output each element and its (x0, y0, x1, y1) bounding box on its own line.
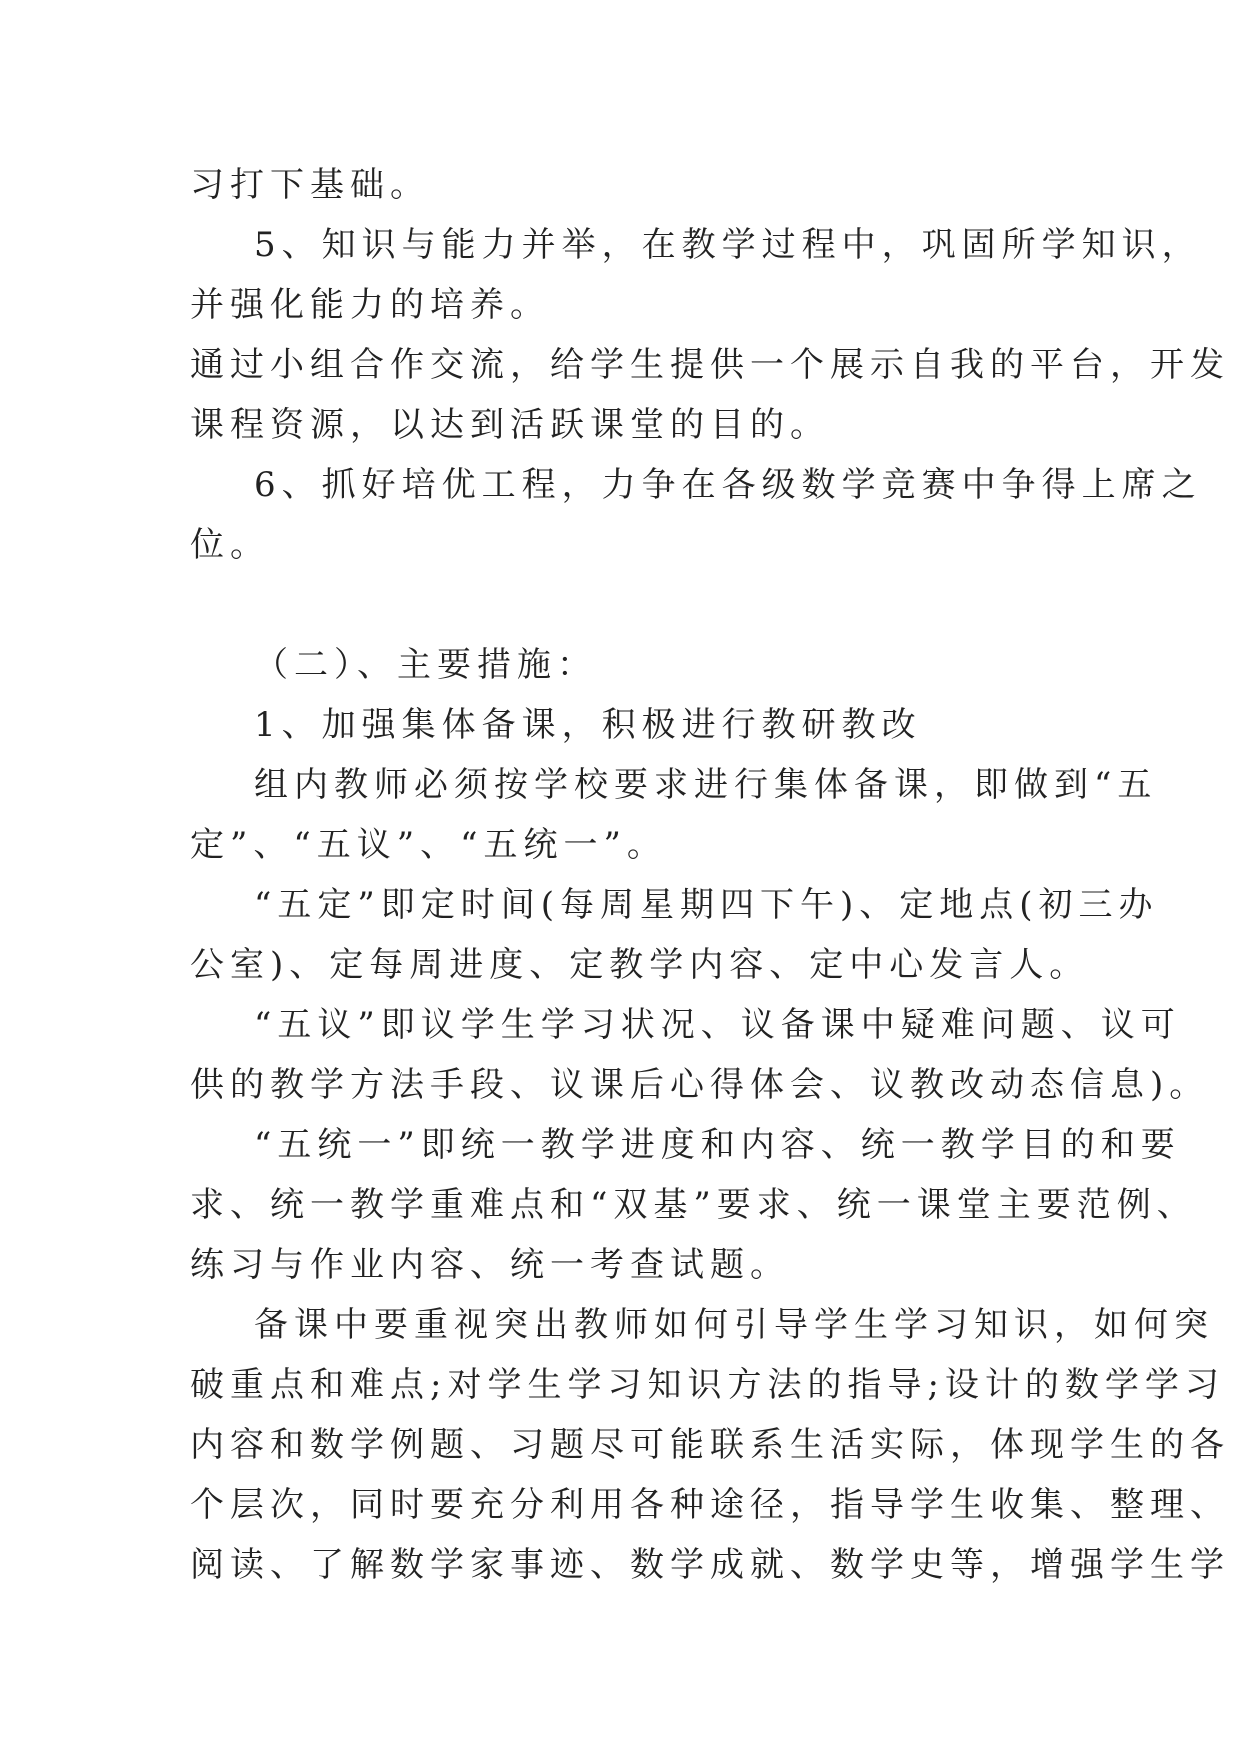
text-line: 内容和数学例题、习题尽可能联系生活实际，体现学生的各 (190, 1425, 1230, 1465)
text-line: 破重点和难点;对学生学习知识方法的指导;设计的数学学习 (190, 1365, 1225, 1405)
text-line: 通过小组合作交流，给学生提供一个展示自我的平台，开发 (190, 345, 1230, 385)
text-line: 定”、“五议”、“五统一”。 (190, 825, 667, 865)
document-body (190, 155, 1230, 1595)
text-line: 5、知识与能力并举，在教学过程中，巩固所学知识， (254, 225, 1202, 265)
text-line: 课程资源，以达到活跃课堂的目的。 (190, 405, 830, 445)
text-line: 6、抓好培优工程，力争在各级数学竞赛中争得上席之 (254, 465, 1202, 505)
text-line: “五议”即议学生学习状况、议备课中疑难问题、议可 (254, 1005, 1181, 1045)
text-line: “五统一”即统一教学进度和内容、统一教学目的和要 (254, 1125, 1181, 1165)
subsection-heading: 1、加强集体备课，积极进行教研教改 (254, 705, 922, 745)
paragraph-gap (190, 575, 1070, 635)
text-line: 个层次，同时要充分利用各种途径，指导学生收集、整理、 (190, 1485, 1230, 1525)
text-line: 求、统一教学重难点和“双基”要求、统一课堂主要范例、 (190, 1185, 1197, 1225)
text-line: 并强化能力的培养。 (190, 285, 550, 325)
text-line: 阅读、了解数学家事迹、数学成就、数学史等，增强学生学 (190, 1545, 1230, 1585)
text-line: 组内教师必须按学校要求进行集体备课，即做到“五 (254, 765, 1158, 805)
text-line: 位。 (190, 525, 270, 565)
text-line: 供的教学方法手段、议课后心得体会、议教改动态信息)。 (190, 1065, 1210, 1105)
text-line: 习打下基础。 (190, 165, 430, 205)
section-heading: （二）、主要措施： (254, 645, 597, 685)
text-line: 练习与作业内容、统一考查试题。 (190, 1245, 790, 1285)
text-line: 公室)、定每周进度、定教学内容、定中心发言人。 (190, 945, 1090, 985)
text-line: 备课中要重视突出教师如何引导学生学习知识，如何突 (254, 1305, 1214, 1345)
text-line: “五定”即定时间(每周星期四下午)、定地点(初三办 (254, 885, 1159, 925)
